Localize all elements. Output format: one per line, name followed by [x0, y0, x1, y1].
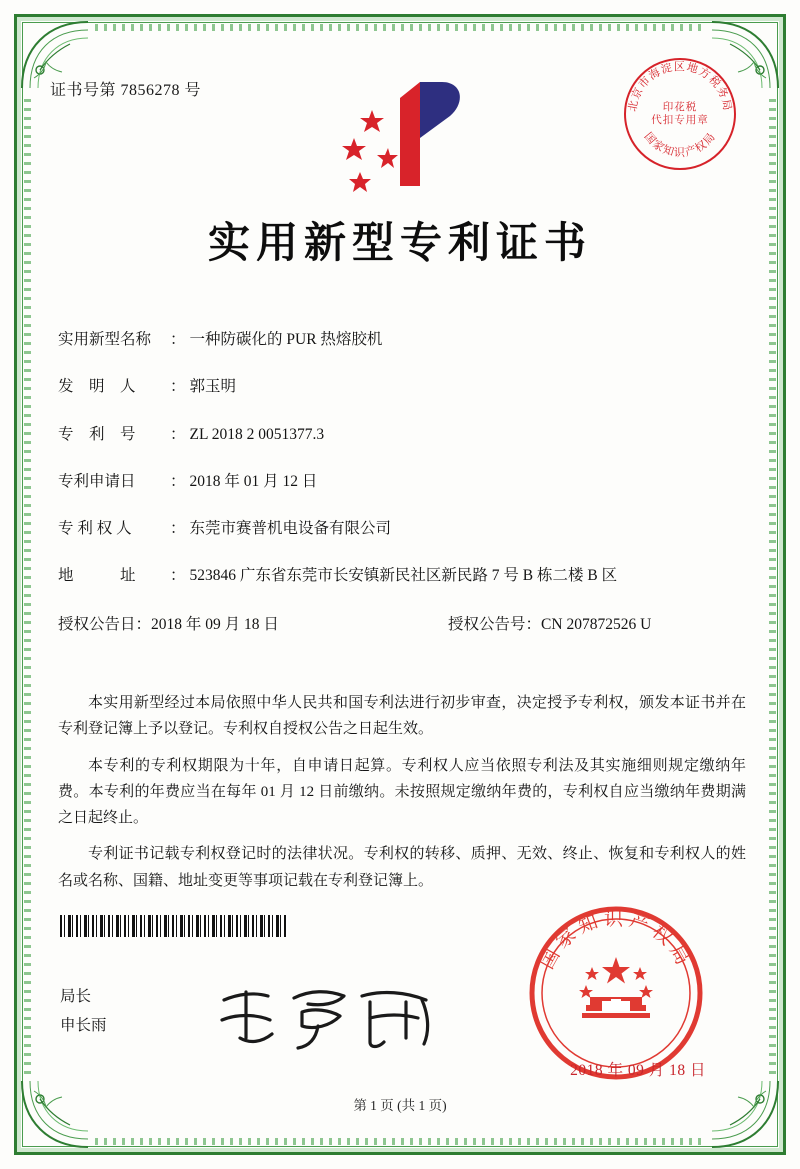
field-label: 专利申请日 — [58, 472, 136, 490]
border-pattern-bottom — [95, 1138, 705, 1145]
grant-date-label: 授权公告日 — [58, 615, 136, 633]
field-value: 郭玉明 — [189, 378, 237, 396]
cnipa-logo-icon — [338, 76, 468, 196]
official-round-seal — [528, 905, 704, 1081]
tax-seal-arc-top: 北京市海淀区地方税务局 — [626, 61, 734, 113]
tax-seal-center-line1: 印花税 — [662, 101, 698, 113]
field-colon: ： — [170, 472, 186, 490]
field-colon: ： — [170, 331, 186, 348]
tax-seal-arc-bottom: 国家知识产权局 — [641, 130, 719, 159]
field-row-address — [58, 564, 742, 587]
page-footer: 第 1 页 (共 1 页) — [353, 1098, 447, 1113]
legal-text-block — [58, 690, 746, 904]
field-value: ZL 2018 2 0051377.3 — [189, 425, 325, 443]
seal-arc-text: 国家知识产权局 — [536, 909, 696, 973]
grant-date-group — [58, 612, 448, 634]
field-row-patent-number — [58, 423, 742, 446]
grant-date-value: 2018 年 09 月 18 日 — [151, 615, 279, 633]
signature-role-label: 局长 — [60, 988, 92, 1005]
field-row-application-date — [58, 470, 742, 493]
field-row-grant — [58, 612, 742, 634]
field-value: 523846 广东省东莞市长安镇新民社区新民路 7 号 B 栋二楼 B 区 — [189, 567, 618, 585]
barcode — [60, 915, 288, 937]
grant-publication-number-value: CN 207872526 U — [541, 615, 652, 633]
tax-seal-stamp — [624, 58, 736, 170]
field-label: 专 利 权 人 — [58, 520, 132, 537]
field-row-inventor — [58, 375, 742, 398]
field-colon: ： — [170, 378, 186, 396]
legal-paragraph-3: 专利证书记载专利权登记时的法律状况。专利权的转移、质押、无效、终止、恢复和专利权人的姓名或名称、国籍、地址变更等事项记载在专利登记簿上。 — [58, 846, 746, 889]
grant-publication-number-label: 授权公告号 — [448, 615, 526, 633]
field-label: 地 址 — [58, 567, 136, 585]
border-pattern-right — [769, 95, 776, 1074]
page-title: 实用新型专利证书 — [207, 221, 592, 267]
certificate-number: 证书号第 7856278 号 — [50, 82, 202, 99]
signature-block — [60, 982, 107, 1041]
field-value: 一种防碳化的 PUR 热熔胶机 — [189, 331, 383, 348]
svg-text:国家知识产权局 — [642, 130, 719, 159]
field-label: 发 明 人 — [58, 378, 136, 396]
handwritten-signature — [210, 980, 450, 1052]
field-colon: ： — [170, 567, 186, 585]
field-colon: ： — [135, 615, 152, 633]
field-label: 专 利 号 — [58, 425, 136, 443]
field-row-patentee — [58, 517, 742, 540]
field-value: 东莞市赛普机电设备有限公司 — [189, 520, 392, 537]
field-colon: ： — [170, 425, 186, 443]
grant-publication-number-group — [448, 612, 651, 634]
legal-paragraph-1: 本实用新型经过本局依照中华人民共和国专利法进行初步审查，决定授予专利权，颁发本证书并在专利登记簿上予以登记。专利权自授权公告之日起生效。 — [58, 695, 746, 738]
seal-date: 2018 年 09 月 18 日 — [570, 1062, 706, 1079]
field-row-patent-name — [58, 328, 742, 351]
field-label: 实用新型名称 — [58, 331, 152, 348]
field-colon: ： — [525, 615, 542, 633]
field-value: 2018 年 01 月 12 日 — [189, 472, 318, 490]
legal-paragraph-2: 本专利的专利权期限为十年，自申请日起算。专利权人应当依照专利法及其实施细则规定缴纳年费。本专利的年费应当在每年 01 月 12 日前缴纳。未按照规定缴纳年费的，专利权自应当缴纳年费期满之日起终止。 — [58, 757, 746, 826]
border-pattern-top — [95, 24, 705, 31]
border-pattern-left — [24, 95, 31, 1074]
field-list — [58, 328, 742, 652]
tax-seal-center-line2: 代扣专用章 — [651, 115, 709, 126]
signature-name-label: 申长雨 — [60, 1017, 107, 1035]
field-colon: ： — [170, 520, 186, 537]
